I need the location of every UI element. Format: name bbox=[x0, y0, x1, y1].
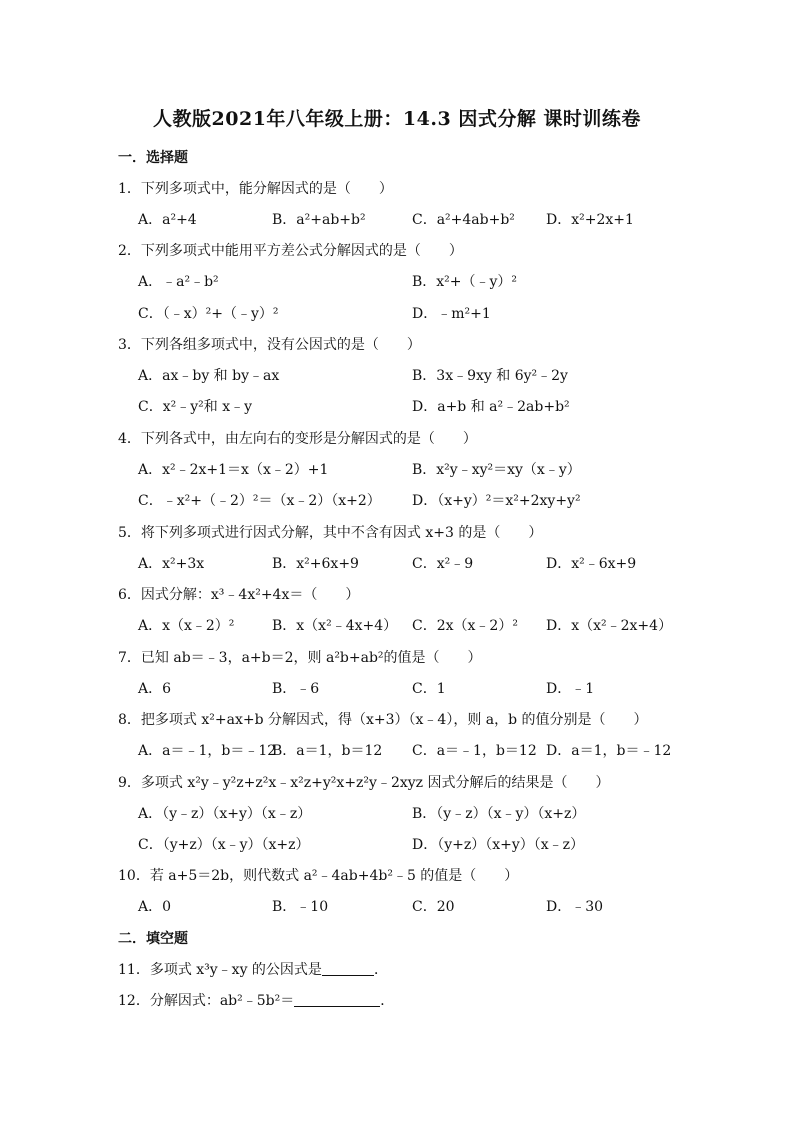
question-stem: 1．下列多项式中，能分解因式的是（ ） bbox=[118, 181, 393, 197]
option-b: B．x²+（﹣y）² bbox=[412, 274, 518, 290]
option-c: C．（y+z）（x﹣y）（x+z） bbox=[138, 837, 310, 853]
option-c: C．a²+4ab+b² bbox=[412, 212, 515, 228]
option-b: B．a²+ab+b² bbox=[272, 212, 366, 228]
answer-blank[interactable] bbox=[294, 992, 380, 1007]
option-d: D．﹣m²+1 bbox=[412, 306, 491, 322]
option-b: B．﹣6 bbox=[272, 681, 320, 697]
question-stem: 4．下列各式中，由左向右的变形是分解因式的是（ ） bbox=[118, 431, 477, 447]
option-c: C．a＝﹣1，b＝12 bbox=[412, 743, 537, 759]
option-a: A．x²﹣2x+1＝x（x﹣2）+1 bbox=[138, 462, 329, 478]
question-stem: 2．下列多项式中能用平方差公式分解因式的是（ ） bbox=[118, 243, 463, 259]
option-d: D．﹣30 bbox=[546, 899, 604, 915]
option-b: B．（y﹣z）（x﹣y）（x+z） bbox=[412, 806, 586, 822]
question-stem: 5．将下列多项式进行因式分解，其中不含有因式 x+3 的是（ ） bbox=[118, 525, 543, 541]
option-d: D．（x+y）²＝x²+2xy+y² bbox=[412, 493, 581, 509]
option-a: A．﹣a²﹣b² bbox=[138, 274, 219, 290]
section-fill-heading: 二．填空题 bbox=[118, 931, 188, 947]
question-stem: 10．若 a+5＝2b，则代数式 a²﹣4ab+4b²﹣5 的值是（ ） bbox=[118, 868, 519, 884]
option-d: D．﹣1 bbox=[546, 681, 595, 697]
question-stem: 8．把多项式 x²+ax+b 分解因式，得（x+3）（x﹣4），则 a，b 的值分别是（ ） bbox=[118, 712, 648, 728]
question-stem: 6．因式分解：x³﹣4x²+4x＝（ ） bbox=[118, 587, 360, 603]
fill-question-stem: 11．多项式 x³y﹣xy 的公因式是 bbox=[118, 962, 322, 978]
option-c: C．1 bbox=[412, 681, 446, 697]
question-stem: 9．多项式 x²y﹣y²z+z²x﹣x²z+y²x+z²y﹣2xyz 因式分解后的结果是（ ） bbox=[118, 775, 610, 791]
section-choice-heading: 一．选择题 bbox=[118, 150, 188, 166]
option-a: A．a＝﹣1，b＝﹣12 bbox=[138, 743, 277, 759]
option-b: B．x（x²﹣4x+4） bbox=[272, 618, 398, 634]
option-d: D．（y+z）（x+y）（x﹣z） bbox=[412, 837, 585, 853]
option-b: B．x²+6x+9 bbox=[272, 556, 359, 572]
fill-question bbox=[118, 990, 394, 1010]
option-d: D．a＝1，b＝﹣12 bbox=[546, 743, 672, 759]
option-a: A．（y﹣z）（x+y）（x﹣z） bbox=[138, 806, 312, 822]
option-c: C．﹣x²+（﹣2）²＝（x﹣2）（x+2） bbox=[138, 493, 381, 509]
question-stem: 7．已知 ab＝﹣3，a+b＝2，则 a²b+ab²的值是（ ） bbox=[118, 650, 482, 666]
option-a: A．x²+3x bbox=[138, 556, 205, 572]
question-stem: 3．下列各组多项式中，没有公因式的是（ ） bbox=[118, 337, 421, 353]
option-b: B．a＝1，b＝12 bbox=[272, 743, 383, 759]
option-a: A．6 bbox=[138, 681, 172, 697]
option-a: A．x（x﹣2）² bbox=[138, 618, 235, 634]
option-d: D．a+b 和 a²﹣2ab+b² bbox=[412, 399, 570, 415]
fill-question-tail: ． bbox=[373, 962, 388, 978]
option-c: C．2x（x﹣2）² bbox=[412, 618, 518, 634]
option-c: C．20 bbox=[412, 899, 455, 915]
answer-blank[interactable] bbox=[322, 961, 374, 976]
option-b: B．x²y﹣xy²＝xy（x﹣y） bbox=[412, 462, 581, 478]
option-a: A．ax﹣by 和 by﹣ax bbox=[138, 368, 280, 384]
option-b: B．﹣10 bbox=[272, 899, 329, 915]
option-d: D．x²﹣6x+9 bbox=[546, 556, 637, 572]
option-d: D．x²+2x+1 bbox=[546, 212, 634, 228]
option-c: C．x²﹣9 bbox=[412, 556, 474, 572]
option-b: B．3x﹣9xy 和 6y²﹣2y bbox=[412, 368, 568, 384]
option-c: C．（﹣x）²+（﹣y）² bbox=[138, 306, 279, 322]
fill-question bbox=[118, 959, 388, 979]
fill-question-stem: 12．分解因式：ab²﹣5b²＝ bbox=[118, 993, 295, 1009]
option-a: A．a²+4 bbox=[138, 212, 197, 228]
page-title: 人教版2021年八年级上册：14.3 因式分解 课时训练卷 bbox=[153, 108, 641, 130]
option-c: C．x²﹣y²和 x﹣y bbox=[138, 399, 252, 415]
option-d: D．x（x²﹣2x+4） bbox=[546, 618, 673, 634]
option-a: A．0 bbox=[138, 899, 172, 915]
fill-question-tail: ． bbox=[380, 993, 395, 1009]
